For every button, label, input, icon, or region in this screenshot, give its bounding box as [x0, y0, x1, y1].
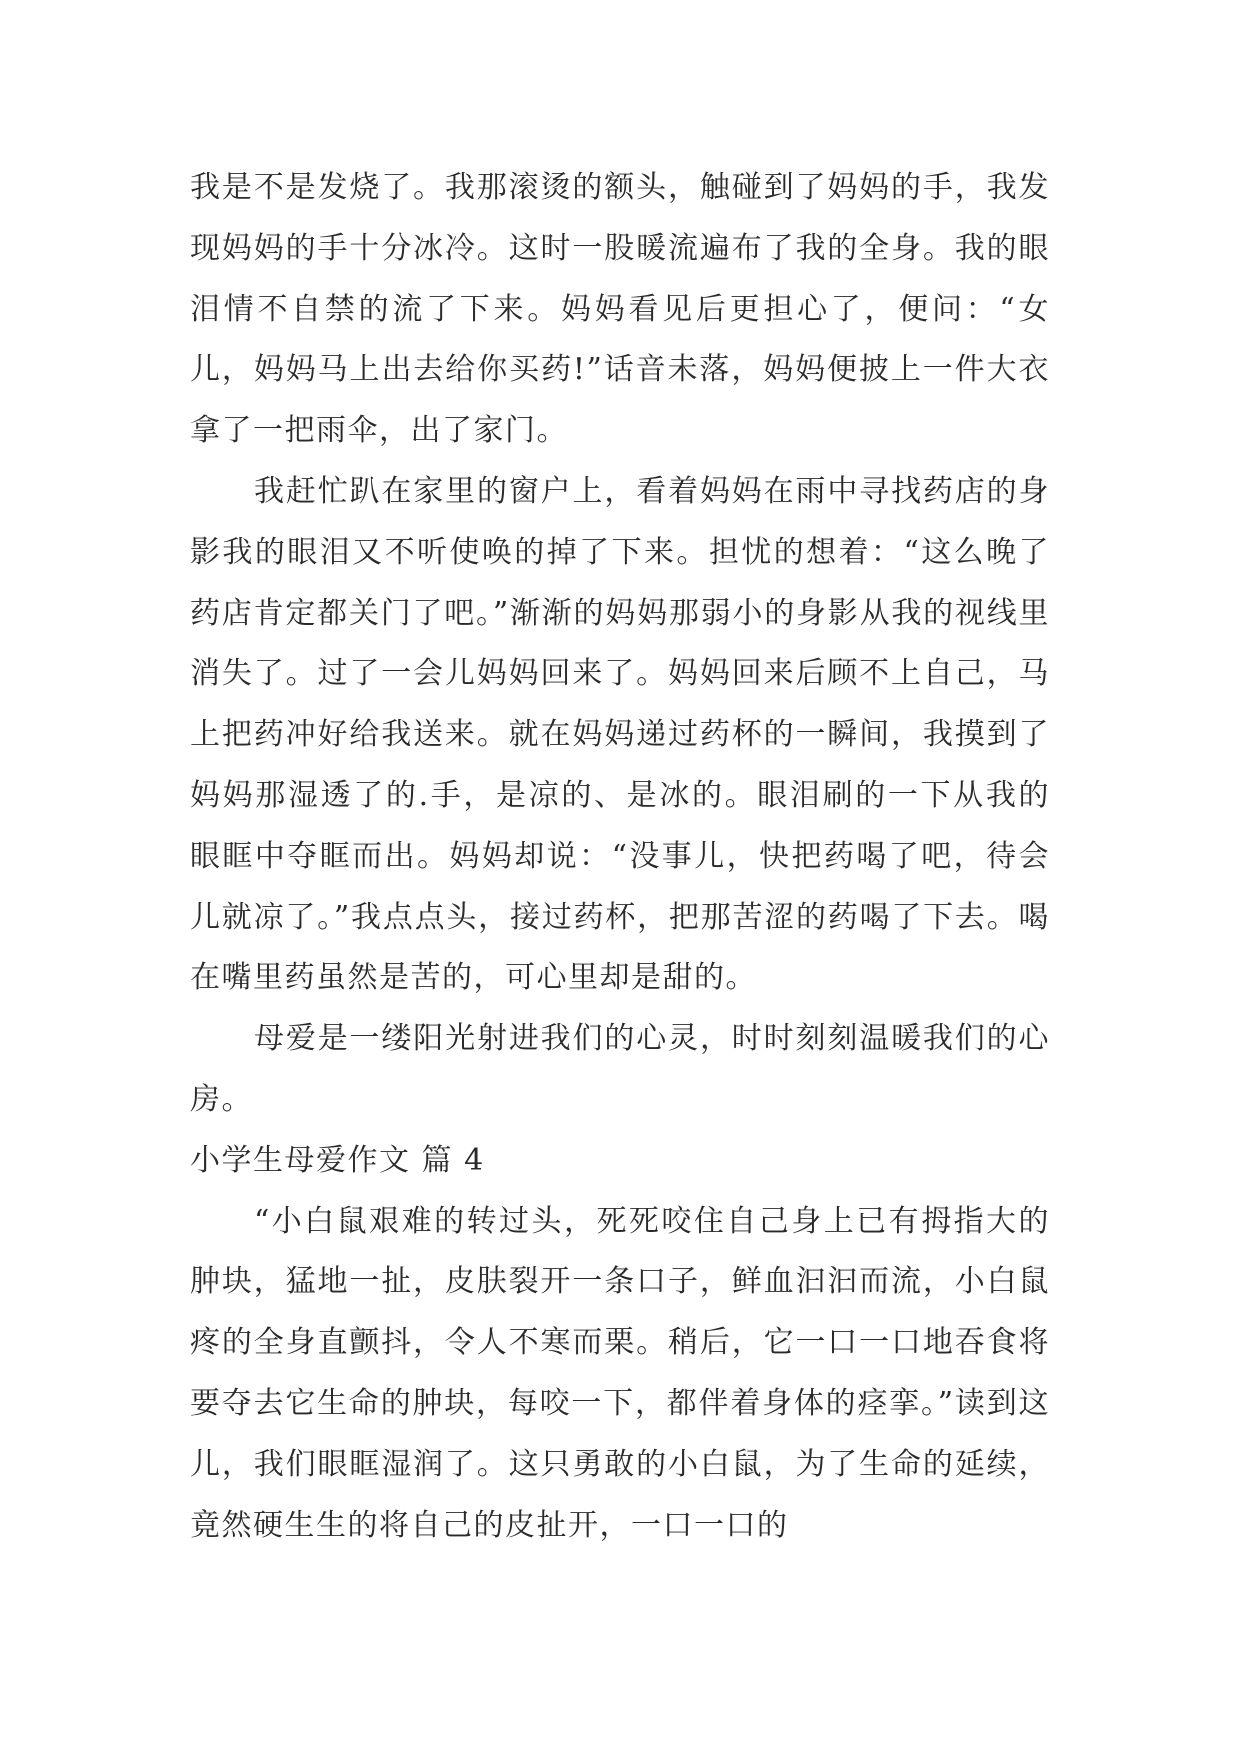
- paragraph-3: 母爱是一缕阳光射进我们的心灵，时时刻刻温暖我们的心房。: [190, 1021, 1050, 1117]
- article-body: [190, 158, 1050, 1556]
- paragraph-2: 我赶忙趴在家里的窗户上，看着妈妈在雨中寻找药店的身影我的眼泪又不听使唤的掉了下来。担忧的想着：“这么晚了药店肯定都关门了吧。”渐渐的妈妈那弱小的身影从我的视线里消失了。过了一会儿妈妈回来了。妈妈回来后顾不上自己，马上把药冲好给我送来。就在妈妈递过药杯的一瞬间，我摸到了妈妈那湿透了的.手，是凉的、是冰的。眼泪刷的一下从我的眼眶中夺眶而出。妈妈却说：“没事儿，快把药喝了吧，待会儿就凉了。”我点点头，接过药杯，把那苦涩的药喝了下去。喝在嘴里药虽然是苦的，可心里却是甜的。: [190, 473, 1050, 996]
- paragraph-1: 我是不是发烧了。我那滚烫的额头，触碰到了妈妈的手，我发现妈妈的手十分冰冷。这时一股暖流遍布了我的全身。我的眼泪情不自禁的流了下来。妈妈看见后更担心了，便问：“女儿，妈妈马上出去给你买药!”话音未落，妈妈便披上一件大衣拿了一把雨伞，出了家门。: [190, 170, 1050, 449]
- paragraph-4: “小白鼠艰难的转过头，死死咬住自己身上已有拇指大的肿块，猛地一扯，皮肤裂开一条口子，鲜血汩汩而流，小白鼠疼的全身直颤抖，令人不寒而栗。稍后，它一口一口地吞食将要夺去它生命的肿块，每咬一下，都伴着身体的痉挛。”读到这儿，我们眼眶湿润了。这只勇敢的小白鼠，为了生命的延续，竟然硬生生的将自己的皮扯开，一口一口的: [190, 1203, 1050, 1543]
- section-heading: 小学生母爱作文 篇 4: [190, 1142, 485, 1178]
